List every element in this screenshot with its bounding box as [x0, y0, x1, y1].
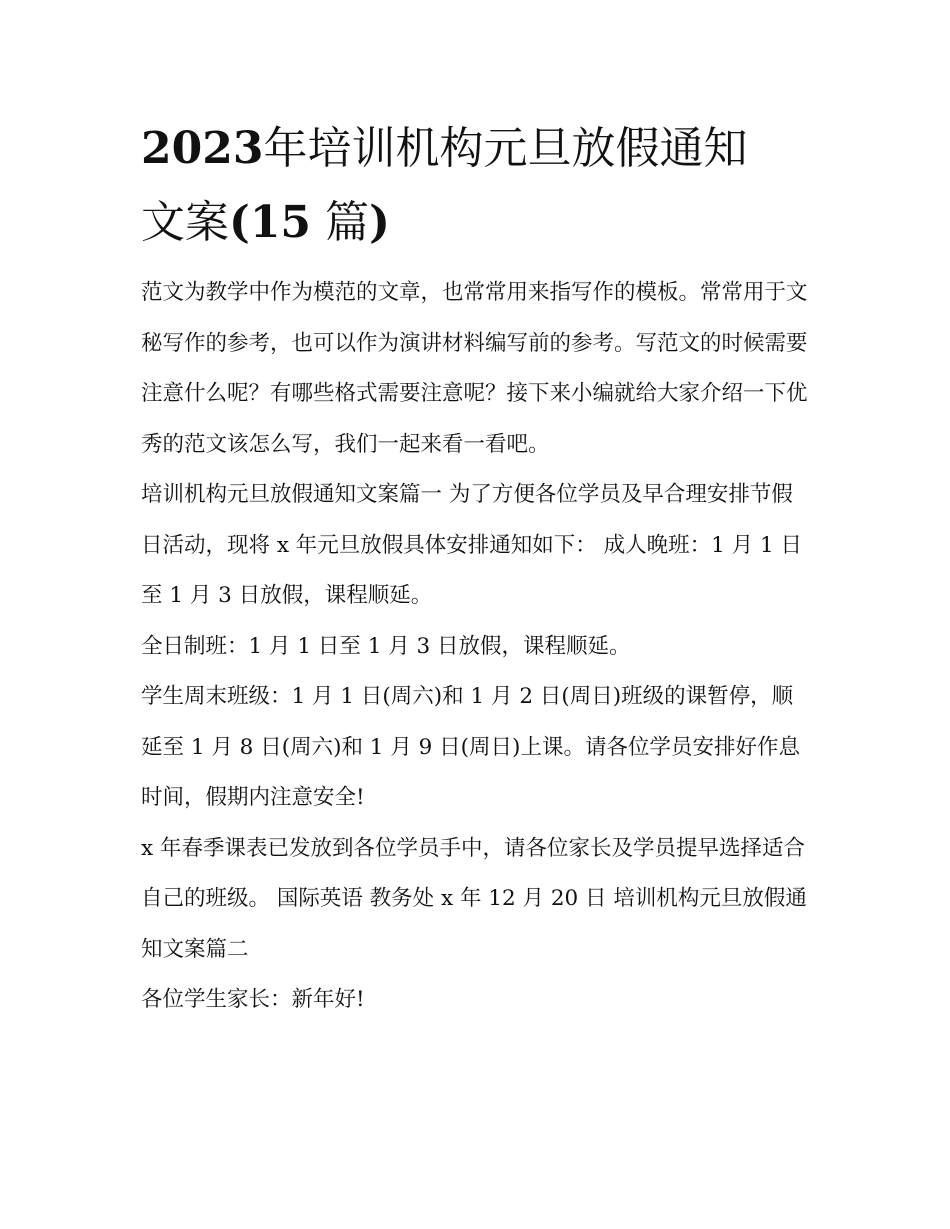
paragraph-fulltime-class: 全日制班：1 月 1 日至 1 月 3 日放假，课程顺延。: [141, 633, 631, 659]
title-year: 2023: [141, 123, 264, 174]
title-line1-text: 年培训机构元旦放假通知: [263, 123, 748, 174]
paragraph-greeting: 各位学生家长：新年好!: [141, 987, 365, 1012]
document-title: [141, 112, 813, 260]
document-content: [141, 112, 813, 1026]
paragraph-notice-one: 培训机构元旦放假通知文案篇一 为了方便各位学员及早合理安排节假日活动，现将 x 年元旦放假具体安排通知如下： 成人晚班：1 月 1 日至 1 月 3 日放假，课程顺延。: [141, 482, 802, 608]
title-count: (15: [229, 197, 312, 248]
title-count-unit: 篇: [325, 197, 370, 248]
document-body: [141, 268, 813, 1026]
title-line2-text: 文案: [141, 197, 229, 248]
paragraph-weekend-class: 学生周末班级：1 月 1 日(周六)和 1 月 2 日(周日)班级的课暂停，顺延至 1 月 8 日(周六)和 1 月 9 日(周日)上课。请各位学员安排好作息时间，假期内注意安全!: [141, 684, 800, 810]
paragraph-spring-schedule: x 年春季课表已发放到各位学员手中，请各位家长及学员提早选择适合自己的班级。 国际英语 教务处 x 年 12 月 20 日 培训机构元旦放假通知文案篇二: [141, 835, 807, 962]
title-close-paren: ): [369, 197, 390, 248]
paragraph-intro: 范文为教学中作为模范的文章，也常常用来指写作的模板。常常用于文秘写作的参考，也可以作为演讲材料编写前的参考。写范文的时候需要注意什么呢？有哪些格式需要注意呢？接下来小编就给大家介绍一下优秀的范文该怎么写，我们一起来看一看吧。: [141, 280, 808, 457]
